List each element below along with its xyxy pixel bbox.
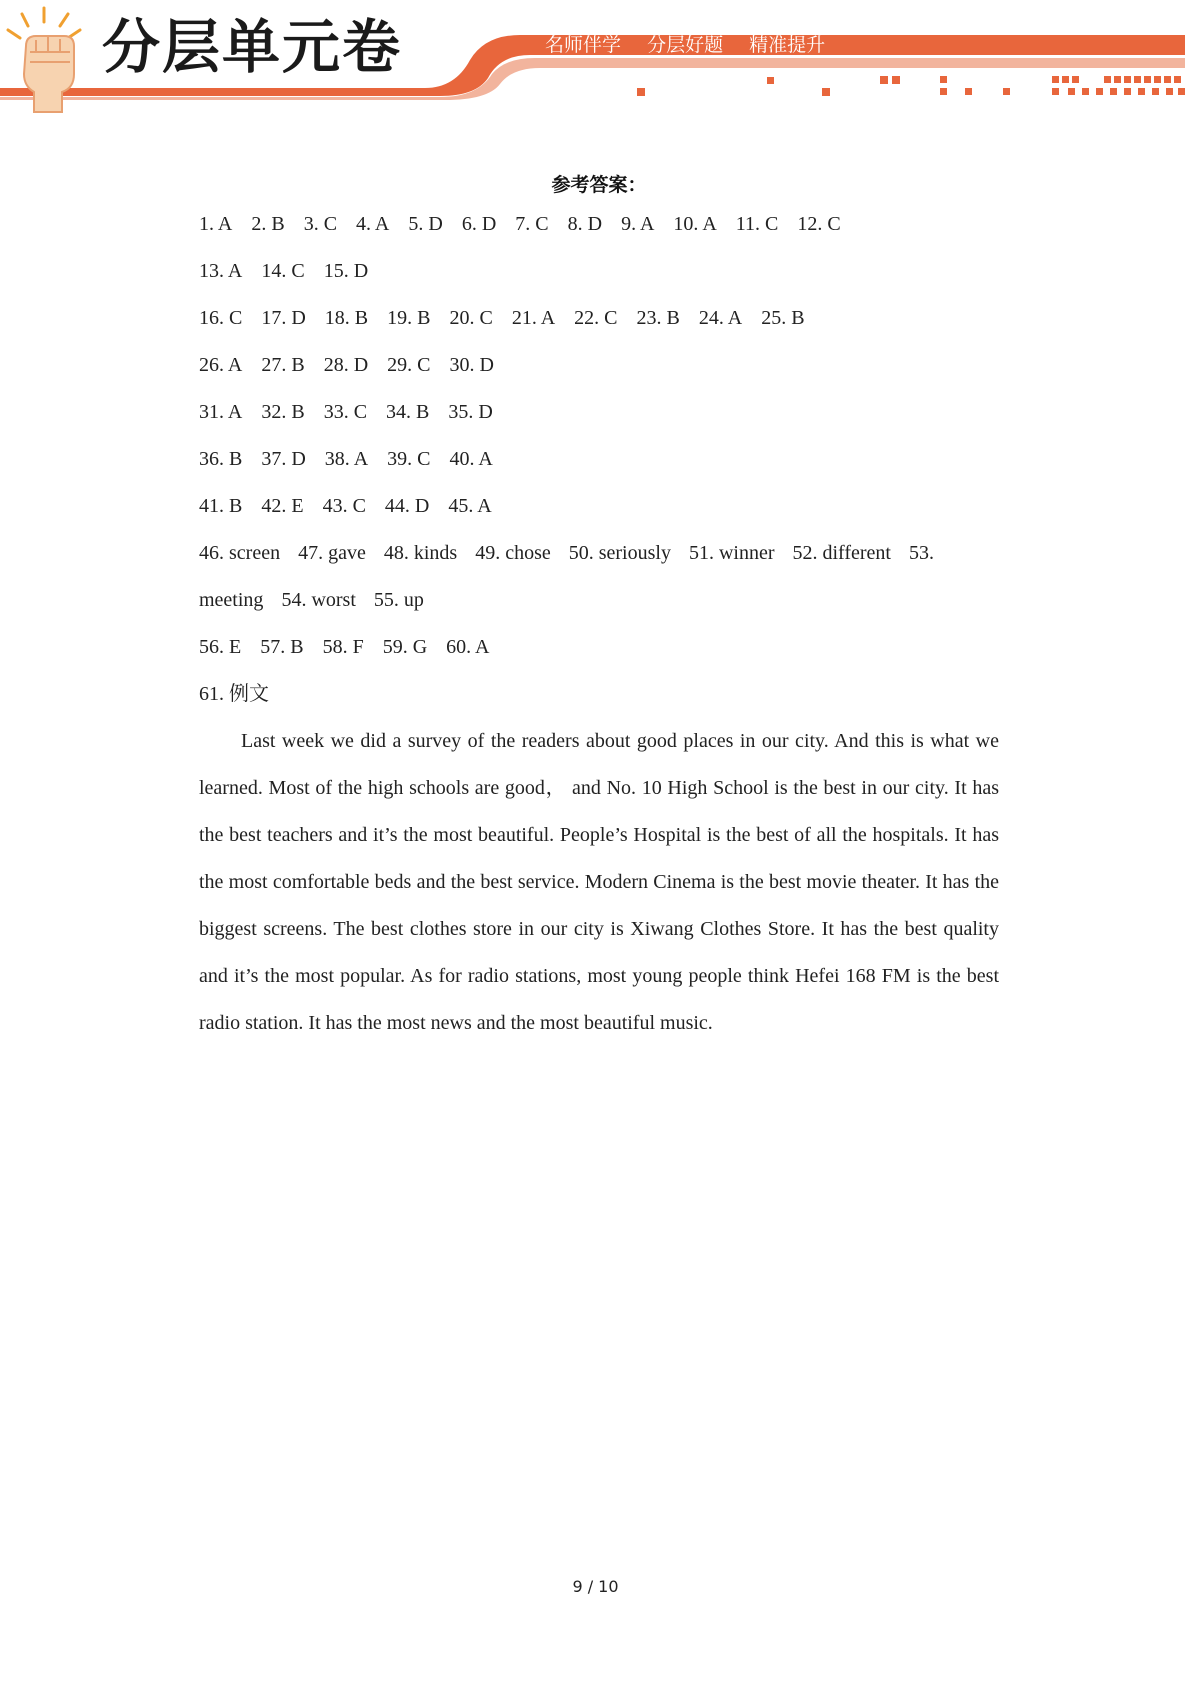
answer-item: 21. A (511, 307, 556, 329)
answer-line (199, 342, 999, 389)
fist-logo-icon (8, 8, 80, 112)
answer-item: 56. E (199, 636, 242, 658)
answer-item: 45. A (448, 495, 492, 517)
answer-item: 59. G (382, 636, 428, 658)
slogan-3: 精准提升 (749, 34, 826, 56)
answer-item: 43. C (322, 495, 366, 517)
answer-item: 16. C (199, 307, 243, 329)
answer-item: 22. C (574, 307, 618, 329)
answer-item: 11. C (735, 213, 779, 235)
page-number: 9 / 10 (572, 1577, 619, 1596)
answer-item: 8. D (567, 213, 603, 235)
answer-item: 34. B (386, 401, 430, 423)
answer-item: 7. C (515, 213, 549, 235)
answer-item: 18. B (324, 307, 369, 329)
answer-item: 10. A (673, 213, 717, 235)
answer-item: 15. D (323, 260, 369, 282)
answer-item: 37. D (261, 448, 306, 470)
answer-item: 42. E (261, 495, 304, 517)
answer-heading: 参考答案： (551, 174, 647, 196)
answer-item: 24. A (698, 307, 743, 329)
answer-item: 53. (909, 542, 934, 564)
brand-title: 分层单元卷 (102, 13, 403, 81)
answer-line (199, 201, 999, 248)
answer-item: 41. B (199, 495, 243, 517)
answer-line (199, 436, 999, 483)
answer-item: 5. D (408, 213, 443, 235)
answer-item: 3. C (303, 213, 338, 235)
answer-item: 51. winner (688, 542, 775, 564)
answer-item: 30. D (449, 354, 494, 376)
answer-item: 12. C (797, 213, 841, 235)
page-header (0, 0, 1191, 120)
sample-essay: Last week we did a survey of the readers about good places in our city. And this is what we learned. Most of the high schools are good， and No. 10 High School is the best in our city. It has the best teachers and it’s the most beautiful. People’s Hospital is the best of all the hospitals. It has the most comfortable beds and the best service. Modern Cinema is the best movie theater. It has the biggest screens. The best clothes store in our city is Xiwang Clothes Store. It has the best quality and it’s the most popular. As for radio stations, most young people think Hefei 168 FM is the best radio station. It has the most news and the most beautiful music. (199, 730, 999, 1034)
answer-line (199, 295, 999, 342)
answer-item: 46. screen (199, 542, 281, 564)
answer-item: 47. gave (298, 542, 366, 564)
answer-item: 44. D (384, 495, 430, 517)
answer-item: 19. B (387, 307, 431, 329)
answer-item: 23. B (636, 307, 680, 329)
answer-line (199, 577, 999, 624)
answer-item: 50. seriously (568, 542, 671, 564)
answer-item: 4. A (356, 213, 390, 235)
answer-item: 32. B (261, 401, 305, 423)
answer-item: 38. A (324, 448, 369, 470)
answer-item: 49. chose (475, 542, 551, 564)
answer-item: 40. A (449, 448, 493, 470)
answer-item: 25. B (761, 307, 805, 329)
answer-item: 14. C (261, 260, 305, 282)
answer-item: 55. up (373, 589, 424, 611)
answer-item: 26. A (199, 354, 243, 376)
answer-line (199, 389, 999, 436)
answer-item: 17. D (261, 307, 306, 329)
answer-item: 60. A (446, 636, 490, 658)
answer-line (199, 530, 999, 577)
answer-item: 20. C (449, 307, 493, 329)
answer-line (199, 248, 999, 295)
answer-line (199, 483, 999, 530)
answer-item: 31. A (199, 401, 243, 423)
answer-line (199, 624, 999, 671)
answer-section (199, 170, 999, 1047)
answer-item: 54. worst (281, 589, 356, 611)
answer-item: 57. B (260, 636, 304, 658)
slogan-1: 名师伴学 (545, 34, 622, 56)
answer-item: 33. C (323, 401, 368, 423)
header-slogans (545, 36, 845, 55)
answer-item: 36. B (199, 448, 243, 470)
answer-item: 58. F (322, 636, 364, 658)
answer-item: 29. C (387, 354, 431, 376)
answer-item: 52. different (792, 542, 891, 564)
answer-item: 2. B (251, 213, 285, 235)
answer-item: 48. kinds (383, 542, 458, 564)
answer-item: 28. D (323, 354, 369, 376)
answer-item: 13. A (199, 260, 243, 282)
answer-item: meeting (199, 589, 264, 611)
essay-label: 61. 例文 (199, 683, 269, 705)
answer-item: 35. D (448, 401, 493, 423)
answer-item: 39. C (387, 448, 431, 470)
answer-item: 9. A (621, 213, 655, 235)
answer-item: 6. D (461, 213, 497, 235)
slogan-2: 分层好题 (647, 34, 724, 56)
answer-list (199, 201, 999, 671)
answer-item: 27. B (261, 354, 305, 376)
answer-item: 1. A (199, 213, 233, 235)
